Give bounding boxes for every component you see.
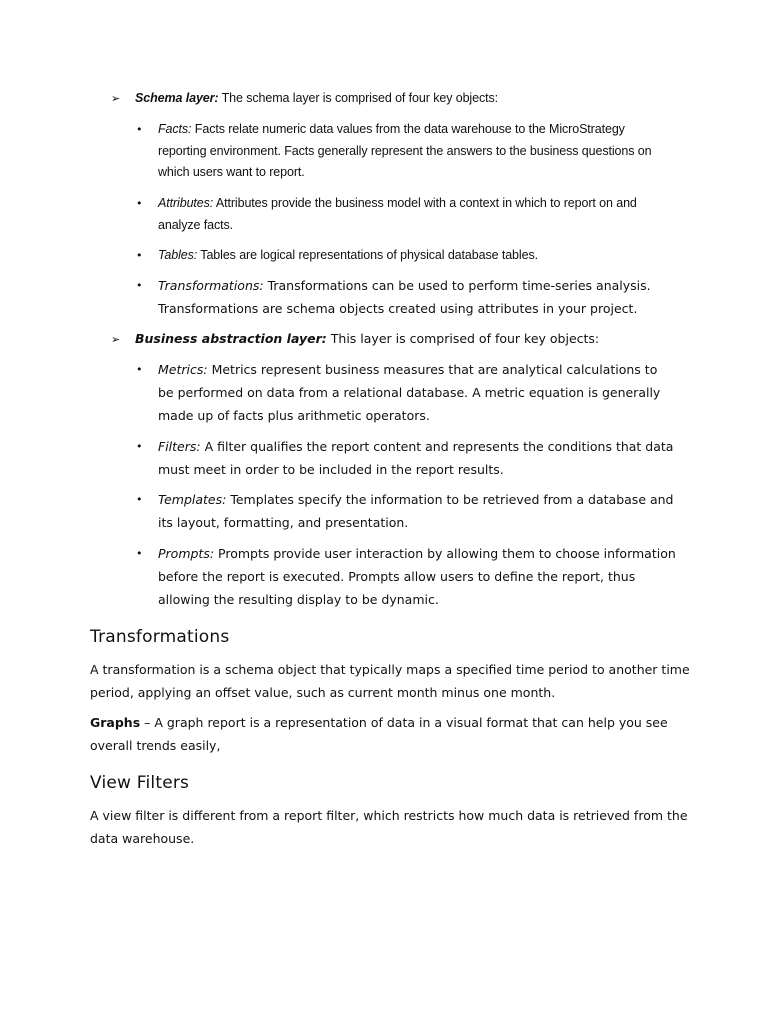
arrow-bullet-icon: ➢ <box>111 92 121 105</box>
list-item-templates <box>136 488 676 534</box>
item-term: Filters: <box>158 439 201 454</box>
business-layer-heading <box>111 329 711 350</box>
schema-layer-heading <box>111 88 711 109</box>
graphs-text: – A graph report is a representation of data in a visual format that can help you see overall trends easily, <box>90 715 668 753</box>
item-text: Tables are logical representations of physical database tables. <box>197 248 538 262</box>
item-text: Metrics represent business measures that are analytical calculations to be performed on data from a relational database. A metric equation is generally made up of facts plus arithmetic operators. <box>158 362 661 423</box>
item-term: Tables: <box>158 248 198 262</box>
bullet-dot-icon: • <box>136 249 143 262</box>
item-text: Transformations can be used to perform time-series analysis. Transformations are schema objects created using attributes in your project. <box>158 278 651 316</box>
section-heading-view-filters: View Filters <box>90 773 190 793</box>
business-layer-intro: This layer is comprised of four key objects: <box>326 331 600 346</box>
list-item-filters <box>136 435 676 481</box>
business-layer-title: Business abstraction layer: <box>135 331 327 346</box>
transformations-paragraph: A transformation is a schema object that typically maps a specified time period to another time period, applying an offset value, such as current month minus one month. <box>90 662 690 700</box>
item-text: Prompts provide user interaction by allowing them to choose information before the report is executed. Prompts allow users to define the report, thus allowing the resulting display to be dynamic. <box>158 546 676 607</box>
item-text: Facts relate numeric data values from the data warehouse to the MicroStrategy reporting environment. Facts generally represent the answers to the business questions on which users want to report. <box>158 122 652 179</box>
bullet-dot-icon: • <box>136 197 143 210</box>
schema-layer-intro: The schema layer is comprised of four key objects: <box>218 91 498 105</box>
list-item-tables <box>136 245 676 267</box>
item-term: Facts: <box>158 122 192 136</box>
bullet-dot-icon: • <box>136 363 143 376</box>
bullet-dot-icon: • <box>136 493 143 506</box>
bullet-dot-icon: • <box>136 279 143 292</box>
schema-layer-title: Schema layer: <box>135 91 219 105</box>
list-item-prompts <box>136 542 676 611</box>
item-term: Metrics: <box>158 362 208 377</box>
item-term: Templates: <box>158 492 227 507</box>
list-item-attributes <box>136 193 676 236</box>
item-term: Prompts: <box>158 546 215 561</box>
graphs-paragraph <box>90 711 690 757</box>
list-item-facts <box>136 119 676 184</box>
bullet-dot-icon: • <box>136 547 143 560</box>
bullet-dot-icon: • <box>136 123 143 136</box>
item-text: A filter qualifies the report content and represents the conditions that data must meet in order to be included in the report results. <box>158 439 674 477</box>
item-term: Attributes: <box>158 196 214 210</box>
graphs-label: Graphs <box>90 715 141 730</box>
section-heading-transformations: Transformations <box>90 627 230 647</box>
item-text: Templates specify the information to be retrieved from a database and its layout, formatting, and presentation. <box>158 492 674 530</box>
arrow-bullet-icon: ➢ <box>111 333 121 346</box>
item-term: Transformations: <box>158 278 264 293</box>
view-filters-paragraph: A view filter is different from a report filter, which restricts how much data is retrieved from the data warehouse. <box>90 808 688 846</box>
item-text: Attributes provide the business model with a context in which to report on and analyze facts. <box>158 196 637 232</box>
list-item-metrics <box>136 358 676 427</box>
bullet-dot-icon: • <box>136 440 143 453</box>
list-item-transformations <box>136 274 676 320</box>
